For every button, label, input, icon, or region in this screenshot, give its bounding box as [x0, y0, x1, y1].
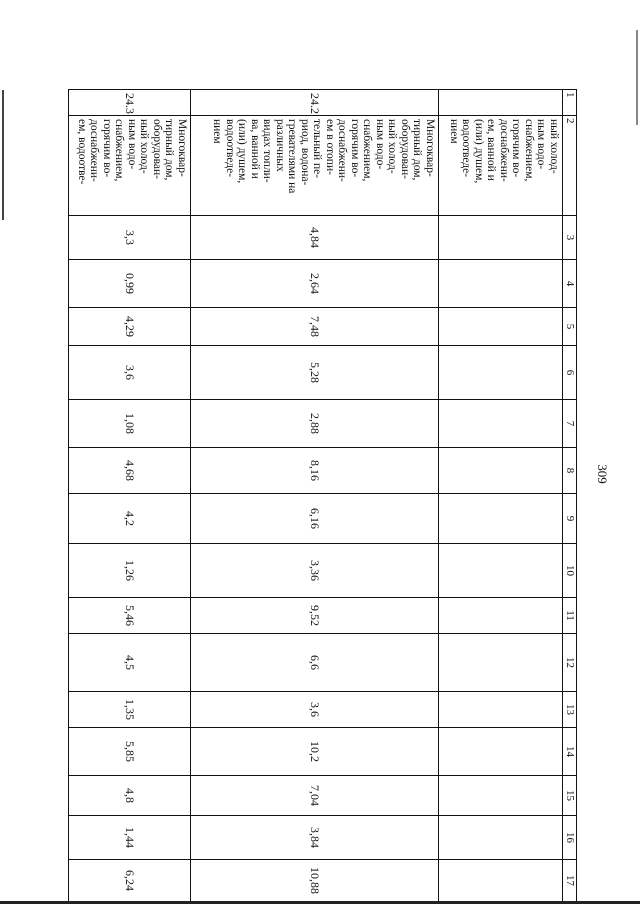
value-cell: 4,5: [69, 634, 191, 692]
value-cell: [439, 776, 563, 816]
value-cell: 3,6: [191, 692, 439, 728]
table-row: [191, 90, 439, 902]
value-cell: 7,04: [191, 776, 439, 816]
column-number: 17: [563, 860, 577, 902]
value-cell: [439, 692, 563, 728]
column-number: 14: [563, 728, 577, 776]
value-cell: [439, 598, 563, 634]
table-row: [439, 90, 563, 902]
value-cell: 0,99: [69, 260, 191, 308]
value-cell: 5,85: [69, 728, 191, 776]
value-cell: [439, 346, 563, 400]
column-number: 9: [563, 494, 577, 544]
value-cell: 3,6: [69, 346, 191, 400]
table-row: [69, 90, 191, 902]
value-cell: [439, 216, 563, 260]
value-cell: 7,48: [191, 308, 439, 346]
value-cell: [439, 400, 563, 448]
scan-edge-mark: [636, 30, 638, 125]
column-number: 1: [563, 90, 577, 116]
page-number: 309: [595, 464, 610, 484]
row-code: [439, 90, 563, 116]
header-row: [563, 90, 577, 902]
value-cell: [439, 544, 563, 598]
scan-edge-mark: [2, 90, 4, 220]
value-cell: 1,08: [69, 400, 191, 448]
value-cell: 8,16: [191, 448, 439, 494]
value-cell: 5,28: [191, 346, 439, 400]
row-description: ный холод- ным водо- снабжением, горячим во- доснабжени- ем, ванной и (или) душем, водоотведе- нием: [439, 116, 563, 216]
value-cell: 4,29: [69, 308, 191, 346]
column-number: 11: [563, 598, 577, 634]
value-cell: [439, 308, 563, 346]
value-cell: 2,88: [191, 400, 439, 448]
column-number: 7: [563, 400, 577, 448]
value-cell: 4,68: [69, 448, 191, 494]
row-description: Многоквар- тирный дом, оборудован- ный холод- ным водо- снабжением, горячим во- доснабжени- ем в отопи- тельный пе- риод, водона- гревателями на различных видах топли- ва, ванной и (или) душем, водоотведе- нием: [191, 116, 439, 216]
value-cell: 10,88: [191, 860, 439, 902]
row-code: 24.3: [69, 90, 191, 116]
value-cell: 4,84: [191, 216, 439, 260]
rotated-table-container: [69, 89, 577, 901]
value-cell: 9,52: [191, 598, 439, 634]
value-cell: 3,84: [191, 816, 439, 860]
column-number: 6: [563, 346, 577, 400]
value-cell: [439, 634, 563, 692]
column-number: 4: [563, 260, 577, 308]
value-cell: [439, 860, 563, 902]
value-cell: [439, 260, 563, 308]
tariff-table: [68, 89, 577, 902]
column-number: 5: [563, 308, 577, 346]
column-number: 8: [563, 448, 577, 494]
value-cell: [439, 494, 563, 544]
value-cell: 4,2: [69, 494, 191, 544]
column-number: 3: [563, 216, 577, 260]
column-number: 16: [563, 816, 577, 860]
value-cell: 2,64: [191, 260, 439, 308]
value-cell: [439, 816, 563, 860]
column-number: 13: [563, 692, 577, 728]
value-cell: 1,35: [69, 692, 191, 728]
value-cell: 3,3: [69, 216, 191, 260]
value-cell: 4,8: [69, 776, 191, 816]
column-number: 12: [563, 634, 577, 692]
row-description: Многоквар- тирный дом, оборудован- ный холод- ным водо- снабжением, горячим во- доснабжени- ем, водоотве-: [69, 116, 191, 216]
column-number: 15: [563, 776, 577, 816]
value-cell: 10,2: [191, 728, 439, 776]
column-number: 2: [563, 116, 577, 216]
value-cell: [439, 448, 563, 494]
value-cell: 5,46: [69, 598, 191, 634]
value-cell: 6,24: [69, 860, 191, 902]
page-bottom-edge: [0, 901, 640, 904]
value-cell: [439, 728, 563, 776]
value-cell: 6,16: [191, 494, 439, 544]
value-cell: 1,44: [69, 816, 191, 860]
value-cell: 3,36: [191, 544, 439, 598]
column-number: 10: [563, 544, 577, 598]
value-cell: 1,26: [69, 544, 191, 598]
row-code: 24.2: [191, 90, 439, 116]
value-cell: 6,6: [191, 634, 439, 692]
